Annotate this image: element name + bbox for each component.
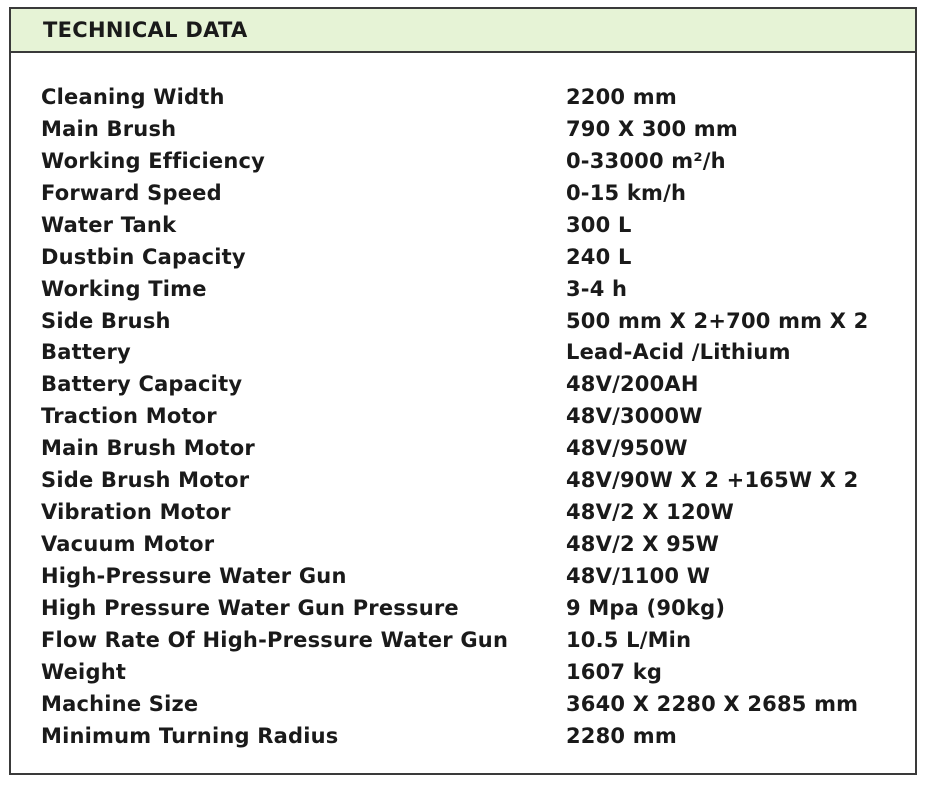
spec-value: 300 L bbox=[566, 212, 632, 237]
spec-row bbox=[41, 720, 901, 752]
spec-label: Weight bbox=[41, 659, 127, 684]
spec-label: Main Brush Motor bbox=[41, 436, 255, 461]
spec-row bbox=[41, 624, 901, 656]
spec-label: Traction Motor bbox=[41, 404, 217, 429]
spec-value: 48V/200AH bbox=[566, 372, 699, 397]
spec-row bbox=[41, 496, 901, 528]
spec-row bbox=[41, 273, 901, 305]
spec-value: 500 mm X 2+700 mm X 2 bbox=[566, 308, 869, 333]
spec-value: 2280 mm bbox=[566, 723, 677, 748]
spec-value: 10.5 L/Min bbox=[566, 627, 692, 652]
spec-label: Side Brush Motor bbox=[41, 468, 250, 493]
spec-value: 790 X 300 mm bbox=[566, 116, 738, 141]
spec-label: Side Brush bbox=[41, 308, 171, 333]
spec-label: Machine Size bbox=[41, 691, 199, 716]
spec-label: Water Tank bbox=[41, 212, 177, 237]
spec-label: Flow Rate Of High-Pressure Water Gun bbox=[41, 627, 509, 652]
spec-row bbox=[41, 81, 901, 113]
spec-label: Vacuum Motor bbox=[41, 532, 215, 557]
spec-value: 0-15 km/h bbox=[566, 180, 687, 205]
spec-value: 48V/2 X 95W bbox=[566, 532, 720, 557]
spec-value: 48V/1100 W bbox=[566, 564, 711, 589]
spec-value: 48V/90W X 2 +165W X 2 bbox=[566, 468, 859, 493]
spec-value: 1607 kg bbox=[566, 659, 663, 684]
spec-label: High-Pressure Water Gun bbox=[41, 564, 347, 589]
spec-row bbox=[41, 368, 901, 400]
spec-label: Main Brush bbox=[41, 116, 177, 141]
spec-label: Working Time bbox=[41, 276, 207, 301]
panel-header bbox=[11, 9, 915, 53]
spec-value: 3-4 h bbox=[566, 276, 628, 301]
spec-label: Working Efficiency bbox=[41, 148, 266, 173]
spec-label: Battery Capacity bbox=[41, 372, 243, 397]
spec-table bbox=[41, 81, 901, 752]
spec-value: 48V/3000W bbox=[566, 404, 703, 429]
spec-value: 48V/950W bbox=[566, 436, 688, 461]
spec-value: 240 L bbox=[566, 244, 632, 269]
technical-data-panel bbox=[9, 7, 917, 775]
spec-value: 2200 mm bbox=[566, 84, 677, 109]
spec-value: 48V/2 X 120W bbox=[566, 500, 734, 525]
spec-value: 3640 X 2280 X 2685 mm bbox=[566, 691, 859, 716]
spec-label: Dustbin Capacity bbox=[41, 244, 246, 269]
spec-row bbox=[41, 305, 901, 337]
spec-row bbox=[41, 560, 901, 592]
spec-label: Forward Speed bbox=[41, 180, 222, 205]
panel-title: TECHNICAL DATA bbox=[43, 18, 248, 42]
spec-row bbox=[41, 656, 901, 688]
spec-row bbox=[41, 400, 901, 432]
spec-row bbox=[41, 688, 901, 720]
spec-row bbox=[41, 209, 901, 241]
spec-value: Lead-Acid /Lithium bbox=[566, 340, 791, 365]
spec-row bbox=[41, 528, 901, 560]
spec-row bbox=[41, 177, 901, 209]
spec-row bbox=[41, 241, 901, 273]
spec-value: 0-33000 m²/h bbox=[566, 148, 726, 173]
spec-label: Minimum Turning Radius bbox=[41, 723, 339, 748]
spec-row bbox=[41, 464, 901, 496]
spec-label: High Pressure Water Gun Pressure bbox=[41, 595, 459, 620]
spec-row bbox=[41, 113, 901, 145]
spec-row bbox=[41, 337, 901, 369]
spec-label: Cleaning Width bbox=[41, 84, 225, 109]
spec-row bbox=[41, 145, 901, 177]
spec-row bbox=[41, 432, 901, 464]
spec-row bbox=[41, 592, 901, 624]
spec-label: Battery bbox=[41, 340, 131, 365]
spec-label: Vibration Motor bbox=[41, 500, 231, 525]
spec-value: 9 Mpa (90kg) bbox=[566, 595, 726, 620]
